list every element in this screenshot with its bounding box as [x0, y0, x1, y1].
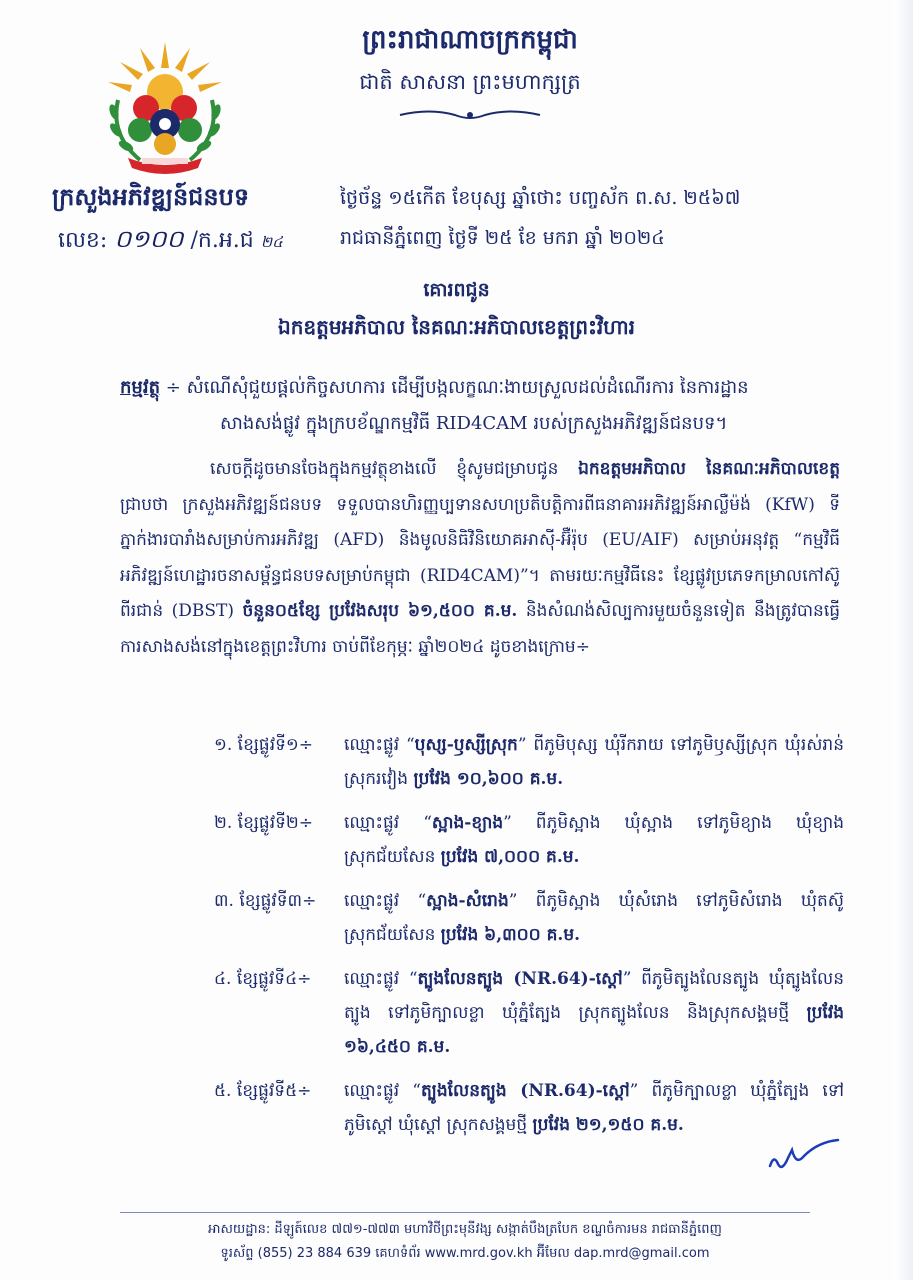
road-number: ១. ខ្សែផ្លូវទី១÷	[214, 735, 314, 755]
subject-separator: ÷	[165, 377, 181, 398]
recipient: ឯកឧត្តមអភិបាល នៃគណៈអភិបាលខេត្តព្រះវិហារ	[278, 315, 635, 339]
road-name: ស្អាង-ខ្យាង	[431, 813, 504, 833]
kingdom-title: ព្រះរាជាណាចក្រកម្ពុជា	[362, 25, 578, 55]
road-name: ត្បូងលែនត្បូង (NR.64)-ស្តៅ	[417, 969, 623, 989]
ornament-divider-icon	[395, 108, 545, 122]
road-number: ២. ខ្សែផ្លូវទី២÷	[214, 813, 314, 833]
ref-suffix: /ក.អ.ជ	[190, 228, 254, 253]
road-length: ប្រវែង ១០,៦០០ គ.ម.	[413, 769, 564, 789]
road-description: ឈ្មោះផ្លូវ “ត្បូងលែនត្បូង (NR.64)-ស្តៅ” ពីភូមិក្បាលខ្លា ឃុំភ្នំត្បែង ទៅភូមិស្តៅ ឃុំស្តៅ ស្រុកសង្គមថ្មី ប្រវែង ២១,១៥០ គ.ម.	[344, 1081, 845, 1135]
road-name: ស្អាង-សំរោង	[426, 891, 509, 911]
road-description: ឈ្មោះផ្លូវ “ស្អាង-សំរោង” ពីភូមិស្អាង ឃុំសំរោង ទៅភូមិសំរោង ឃុំតស៊ូ ស្រុកជ័យសែន ប្រវែង ៦,៣០០ គ.ម.	[344, 891, 844, 945]
lunar-date: ថ្ងៃច័ន្ទ ១៥កើត ខែបុស្ស ឆ្នាំថោះ បញ្ចស័ក ព.ស. ២៥៦៧	[340, 187, 741, 209]
list-item	[214, 962, 844, 1064]
kingdom-header	[300, 22, 640, 126]
subject-line-2: សាងសង់ផ្លូវ ក្នុងក្របខ័ណ្ឌកម្មវិធី RID4CAM របស់ក្រសួងអភិវឌ្ឍន៍ជនបទ។	[220, 413, 728, 434]
road-length: ប្រវែង ២១,១៥០ គ.ម.	[532, 1115, 684, 1135]
subject-line-1: សំណើសុំជួយផ្តល់កិច្ចសហការ ដើម្បីបង្កលក្ខណៈងាយស្រួលដល់ដំណើរការ នៃការដ្ឋាន	[186, 377, 749, 398]
page-edge-shadow	[894, 0, 913, 1280]
ministry-name: ក្រសួងអភិវឌ្ឍន៍ជនបទ	[52, 182, 250, 211]
solar-date: រាជធានីភ្នំពេញ ថ្ងៃទី ២៥ ខែ មករា ឆ្នាំ ២០២៤	[340, 227, 665, 249]
road-list	[214, 728, 844, 1152]
body-part-2: ជ្រាបថា ក្រសួងអភិវឌ្ឍន៍ជនបទ ទទួលបានហិរញ្ញប្បទានសហប្រតិបត្តិការពីធនាគារអភិវឌ្ឍន៍អាល្លឺម៉ង់ (KfW) ទីភ្នាក់ងារបារាំងសម្រាប់ការអភិវឌ្ឍ (AFD) និងមូលនិធិវិនិយោគអាស៊ី-អ៊ឺរ៉ុប (EU/AIF) សម្រាប់អនុវត្ត “កម្មវិធីអភិវឌ្ឍន៍ហេដ្ឋារចនាសម្ព័ន្ធជនបទសម្រាប់កម្ពុជា (RID4CAM)”។ តាមរយៈកម្មវិធីនេះ ខ្សែផ្លូវប្រភេទកម្រាលកៅស៊ូពីរជាន់ (DBST)	[120, 494, 840, 622]
subject-label: កម្មវត្ថុ	[120, 377, 160, 398]
initial-signature-icon	[762, 1136, 842, 1176]
road-number: ៣. ខ្សែផ្លូវទី៣÷	[214, 891, 317, 911]
list-item	[214, 1074, 844, 1142]
body-count-bold: ចំនួន០៥ខ្សែ ប្រវែងសរុប ៦១,៥០០ គ.ម.	[242, 601, 518, 622]
ref-year-handwritten: ២៤	[260, 233, 283, 251]
road-length: ប្រវែង ៧,០០០ គ.ម.	[440, 847, 580, 867]
road-name: បុស្ស-ឫស្សីស្រុក	[414, 735, 518, 755]
body-part-3: និងសំណង់សិល្បការមួយចំនួនទៀត នឹងត្រូវបានធ្វើការសាងសង់នៅក្នុងខេត្តព្រះវិហារ ចាប់ពីខែកុម្ភៈ ឆ្នាំ២០២៤ ដូចខាងក្រោម÷	[120, 601, 841, 657]
body-paragraph	[120, 452, 840, 666]
footer-contact: ទូរស័ព្ទ (855) 23 884 639 គេហទំព័រ www.mrd.gov.kh អ៊ីមែល dap.mrd@gmail.com	[220, 1246, 710, 1261]
road-length: ប្រវែង ៦,៣០០ គ.ម.	[440, 925, 581, 945]
list-item	[214, 806, 844, 874]
ref-prefix: លេខ:	[58, 228, 108, 253]
reference-number	[58, 224, 283, 259]
road-description: ឈ្មោះផ្លូវ “បុស្ស-ឫស្សីស្រុក” ពីភូមិបុស្ស ឃុំរីករាយ ទៅភូមិឫស្សីស្រុក ឃុំរស់រាន់ ស្រុករវៀង ប្រវែង ១០,៦០០ គ.ម.	[344, 735, 845, 789]
road-number: ៥. ខ្សែផ្លូវទី៥÷	[214, 1081, 312, 1101]
body-part-1: សេចក្តីដូចមានចែងក្នុងកម្មវត្ថុខាងលើ ខ្ញុំសូមជម្រាបជូន	[210, 459, 579, 479]
road-length: ប្រវែង ១៦,៤៥០ គ.ម.	[344, 1003, 844, 1057]
subject-block	[120, 370, 840, 442]
ministry-logo-icon	[100, 40, 230, 175]
road-name: ត្បូងលែនត្បូង (NR.64)-ស្តៅ	[421, 1081, 630, 1101]
road-number: ៤. ខ្សែផ្លូវទី៤÷	[214, 969, 312, 989]
body-recipient-bold: ឯកឧត្តមអភិបាល នៃគណៈអភិបាលខេត្ត	[578, 459, 840, 479]
footer-address: អាសយដ្ឋាន: ដីឡូត៍លេខ ៧៧១-៧៧៣ មហាវិថីព្រះមុនីវង្ស សង្កាត់បឹងត្របែក ខណ្ឌចំការមន រាជធានីភ្នំពេញ	[208, 1222, 722, 1237]
list-item	[214, 728, 844, 796]
list-item	[214, 884, 844, 952]
salutation: គោរពជូន	[423, 279, 490, 301]
national-motto: ជាតិ សាសនា ព្រះមហាក្សត្រ	[359, 70, 581, 94]
footer-divider	[120, 1212, 810, 1213]
road-description: ឈ្មោះផ្លូវ “ស្អាង-ខ្យាង” ពីភូមិស្អាង ឃុំស្អាង ទៅភូមិខ្យាង ឃុំខ្យាង ស្រុកជ័យសែន ប្រវែង ៧,០០០ គ.ម.	[344, 813, 845, 867]
footer	[120, 1218, 810, 1266]
ref-number-handwritten: ០១០០	[114, 225, 184, 253]
road-description: ឈ្មោះផ្លូវ “ត្បូងលែនត្បូង (NR.64)-ស្តៅ” ពីភូមិត្បូងលែនត្បូង ឃុំត្បូងលែនត្បូង ទៅភូមិក្បាលខ្លា ឃុំភ្នំត្បែង ស្រុកត្បូងលែន និងស្រុកសង្គមថ្មី ប្រវែង ១៦,៤៥០ គ.ម.	[344, 969, 844, 1057]
